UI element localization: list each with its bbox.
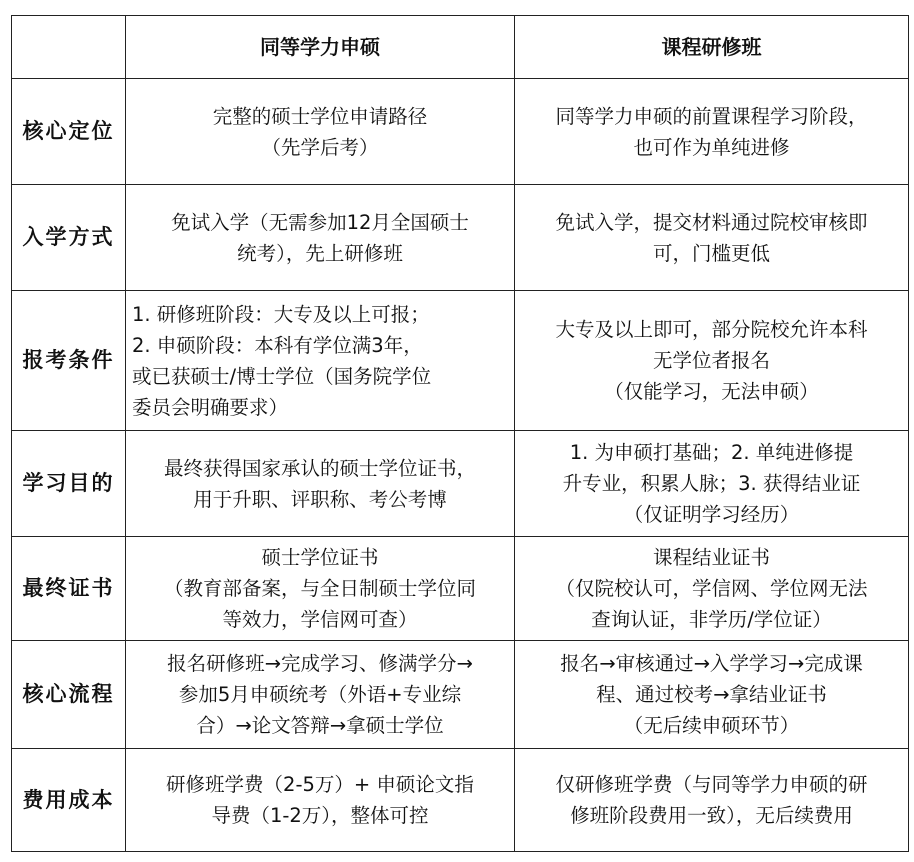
cell-equivalent-degree — [126, 749, 515, 852]
cell-line: 参加5月申硕统考（外语+专业综 — [178, 683, 462, 706]
cell-line: （教育部备案，与全日制硕士学位同 — [163, 577, 476, 600]
cell-line: （仅能学习，无法申硕） — [604, 380, 819, 403]
cell-line: （仅证明学习经历） — [623, 503, 800, 526]
cell-line: 修班阶段费用一致），无后续费用 — [570, 804, 853, 827]
table-row — [12, 185, 909, 291]
cell-line: 用于升职、评职称、考公考博 — [193, 487, 447, 511]
table-row — [12, 431, 909, 537]
row-label: 最终证书 — [12, 537, 126, 641]
header-row — [12, 16, 909, 79]
cell-line: 2. 申硕阶段：本科有学位满3年， — [132, 333, 423, 357]
cell-line: 导费（1-2万），整体可控 — [211, 804, 429, 827]
cell-line: 可，门槛更低 — [652, 241, 770, 265]
cell-course-program — [515, 185, 909, 291]
cell-equivalent-degree — [126, 537, 515, 641]
cell-line: 课程结业证书 — [652, 546, 770, 569]
cell-line: 也可作为单纯进修 — [633, 135, 790, 159]
table-row — [12, 291, 909, 431]
cell-course-program — [515, 641, 909, 749]
cell-line: 报名→审核通过→入学学习→完成课 — [560, 652, 863, 675]
cell-equivalent-degree — [126, 185, 515, 291]
cell-line: 免试入学（无需参加12月全国硕士 — [171, 210, 469, 234]
cell-course-program — [515, 291, 909, 431]
cell-course-program — [515, 749, 909, 852]
cell-line: 升专业，积累人脉；3. 获得结业证 — [562, 472, 861, 495]
cell-line: 查询认证，非学历/学位证） — [591, 608, 832, 631]
cell-course-program — [515, 79, 909, 185]
cell-course-program — [515, 537, 909, 641]
cell-line: 最终获得国家承认的硕士学位证书， — [163, 456, 476, 480]
cell-line: 等效力，学信网可查） — [222, 608, 418, 631]
cell-line: 报名研修班→完成学习、修满学分→ — [167, 652, 473, 675]
row-label: 学习目的 — [12, 431, 126, 537]
cell-line: （无后续申硕环节） — [623, 714, 800, 737]
cell-line: 无学位者报名 — [652, 349, 770, 372]
cell-equivalent-degree — [126, 431, 515, 537]
cell-line: （仅院校认可，学信网、学位网无法 — [555, 577, 868, 600]
cell-line: 1. 为申硕打基础；2. 单纯进修提 — [569, 441, 854, 464]
row-label: 费用成本 — [12, 749, 126, 852]
comparison-table — [11, 15, 909, 852]
cell-line: 免试入学，提交材料通过院校审核即 — [555, 210, 868, 234]
cell-line: 程、通过校考→拿结业证书 — [596, 683, 827, 706]
cell-course-program — [515, 431, 909, 537]
table-row — [12, 537, 909, 641]
header-equivalent-degree: 同等学力申硕 — [126, 16, 515, 79]
table-row — [12, 641, 909, 749]
cell-line: 合）→论文答辩→拿硕士学位 — [196, 714, 444, 737]
header-course-program: 课程研修班 — [515, 16, 909, 79]
cell-line: 仅研修班学费（与同等学力申硕的研 — [555, 773, 868, 796]
row-label: 报考条件 — [12, 291, 126, 431]
cell-equivalent-degree — [126, 291, 515, 431]
cell-line: 硕士学位证书 — [261, 546, 379, 569]
cell-line: 或已获硕士/博士学位（国务院学位 — [132, 364, 432, 388]
row-label: 核心定位 — [12, 79, 126, 185]
cell-line: 同等学力申硕的前置课程学习阶段， — [555, 104, 868, 128]
cell-line: 1. 研修班阶段：大专及以上可报； — [132, 302, 430, 326]
cell-line: （先学后考） — [261, 135, 379, 159]
cell-line: 委员会明确要求） — [132, 395, 289, 419]
cell-equivalent-degree — [126, 641, 515, 749]
row-label: 核心流程 — [12, 641, 126, 749]
cell-line: 大专及以上即可，部分院校允许本科 — [555, 318, 868, 341]
cell-equivalent-degree — [126, 79, 515, 185]
row-label: 入学方式 — [12, 185, 126, 291]
table-row — [12, 79, 909, 185]
cell-line: 研修班学费（2-5万）+ 申硕论文指 — [166, 773, 474, 796]
table-row — [12, 749, 909, 852]
cell-line: 统考），先上研修班 — [237, 241, 403, 265]
header-corner-cell — [12, 16, 126, 79]
cell-line: 完整的硕士学位申请路径 — [212, 104, 428, 128]
